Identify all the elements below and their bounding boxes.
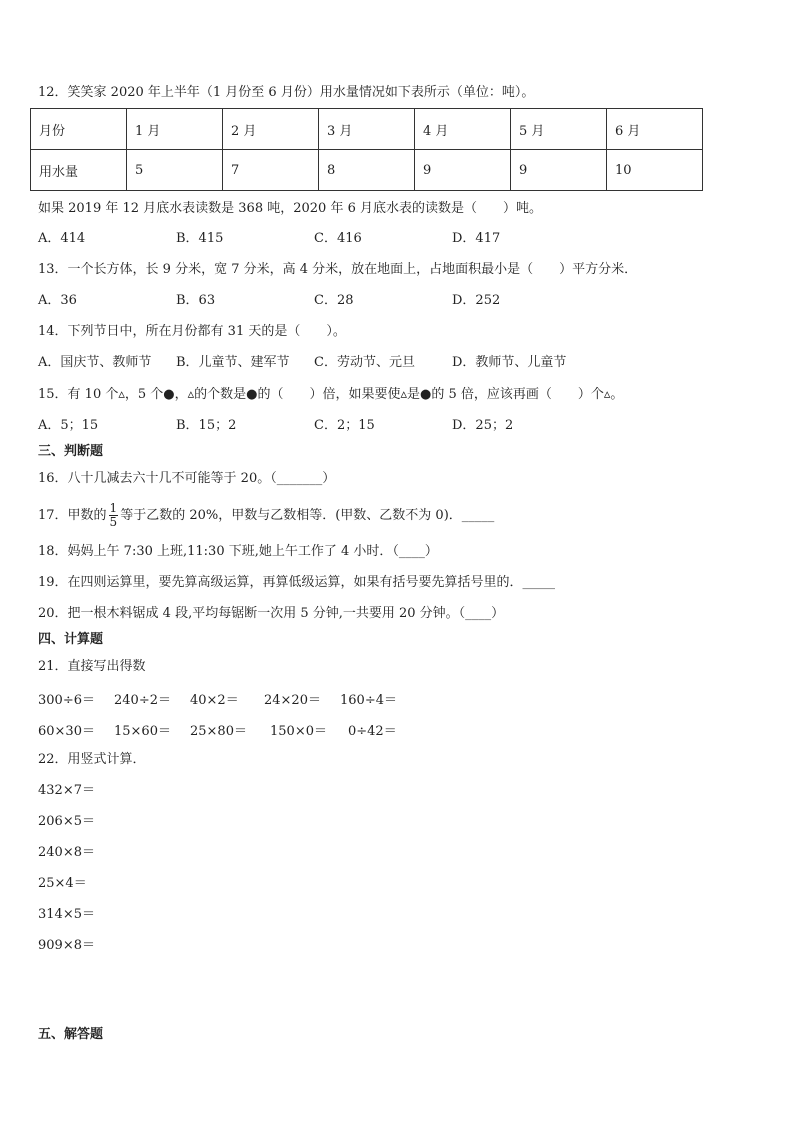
table-cell: 1 月	[127, 109, 223, 150]
q22-stem: 22．用竖式计算．	[38, 752, 146, 767]
option-a: A．5；15	[38, 418, 99, 433]
q12-stem: 12．笑笑家 2020 年上半年（1 月份至 6 月份）用水量情况如下表所示（单位：吨）。	[38, 85, 535, 100]
table-cell: 10	[607, 150, 703, 191]
q17-post: 等于乙数的 20%，甲数与乙数相等．(甲数、乙数不为 0)．_____	[120, 508, 495, 523]
section-heading-judgement: 三、判断题	[38, 444, 104, 459]
option-a: A．414	[38, 231, 86, 246]
q19-text: 19．在四则运算里，要先算高级运算，再算低级运算，如果有括号要先算括号里的．_____	[38, 575, 556, 590]
table-cell: 8	[319, 150, 415, 191]
q15-stem: 15．有 10 个▵，5 个●，▵的个数是●的（ ）倍，如果要使▵是●的 5 倍，应该再画（ ）个▵。	[38, 387, 624, 402]
fraction-numerator: 1	[109, 501, 118, 515]
table-cell: 用水量	[31, 150, 127, 191]
table-cell: 2 月	[223, 109, 319, 150]
calc-item: 150×0＝	[270, 724, 327, 739]
calc-item: 240×8＝	[38, 845, 95, 860]
calc-item: 40×2＝	[190, 693, 239, 708]
option-a: A．36	[38, 293, 77, 308]
q21-stem: 21．直接写出得数	[38, 659, 146, 674]
option-c: C．416	[314, 231, 362, 246]
option-b: B．儿童节、建军节	[176, 355, 290, 370]
calc-item: 314×5＝	[38, 907, 95, 922]
calc-item: 432×7＝	[38, 783, 95, 798]
table-row	[31, 150, 703, 191]
table-cell: 4 月	[415, 109, 511, 150]
option-d: D．教师节、儿童节	[452, 355, 567, 370]
q17-text	[38, 497, 494, 535]
option-d: D．417	[452, 231, 501, 246]
table-cell: 5	[127, 150, 223, 191]
calc-item: 60×30＝	[38, 724, 95, 739]
table-cell: 9	[511, 150, 607, 191]
table-cell: 6 月	[607, 109, 703, 150]
option-b: B．63	[176, 293, 216, 308]
calc-item: 0÷42＝	[348, 724, 397, 739]
table-row	[31, 109, 703, 150]
fraction-denominator: 5	[109, 515, 118, 529]
calc-item: 24×20＝	[264, 693, 321, 708]
calc-item: 25×4＝	[38, 876, 87, 891]
calc-item: 15×60＝	[114, 724, 171, 739]
table-cell: 3 月	[319, 109, 415, 150]
table-cell: 月份	[31, 109, 127, 150]
calc-item: 160÷4＝	[340, 693, 397, 708]
q13-stem: 13．一个长方体，长 9 分米，宽 7 分米，高 4 分米，放在地面上，占地面积最小是（ ）平方分米．	[38, 262, 638, 277]
table-cell: 7	[223, 150, 319, 191]
option-d: D．25；2	[452, 418, 514, 433]
option-b: B．415	[176, 231, 224, 246]
q14-stem: 14．下列节日中，所在月份都有 31 天的是（ ）。	[38, 324, 346, 339]
section-heading-calculation: 四、计算题	[38, 632, 104, 647]
option-b: B．15；2	[176, 418, 237, 433]
q20-text: 20．把一根木料锯成 4 段,平均每锯断一次用 5 分钟,一共要用 20 分钟。（____）	[38, 606, 505, 621]
q16-text: 16．八十几减去六十几不可能等于 20。（_______）	[38, 471, 336, 486]
fraction	[109, 502, 119, 529]
water-usage-table	[30, 108, 703, 191]
section-heading-word-problems: 五、解答题	[38, 1027, 104, 1042]
table-cell: 9	[415, 150, 511, 191]
option-a: A．国庆节、教师节	[38, 355, 152, 370]
q12-question: 如果 2019 年 12 月底水表读数是 368 吨，2020 年 6 月底水表的读数是（ ）吨。	[38, 201, 542, 216]
calc-item: 206×5＝	[38, 814, 95, 829]
option-c: C．劳动节、元旦	[314, 355, 415, 370]
calc-item: 240÷2＝	[114, 693, 171, 708]
option-c: C．28	[314, 293, 354, 308]
calc-item: 300÷6＝	[38, 693, 95, 708]
calc-item: 909×8＝	[38, 938, 95, 953]
q17-pre: 17．甲数的	[38, 508, 107, 523]
calc-item: 25×80＝	[190, 724, 247, 739]
option-d: D．252	[452, 293, 501, 308]
q18-text: 18．妈妈上午 7:30 上班,11:30 下班,她上午工作了 4 小时．（____）	[38, 544, 438, 559]
option-c: C．2；15	[314, 418, 375, 433]
table-cell: 5 月	[511, 109, 607, 150]
